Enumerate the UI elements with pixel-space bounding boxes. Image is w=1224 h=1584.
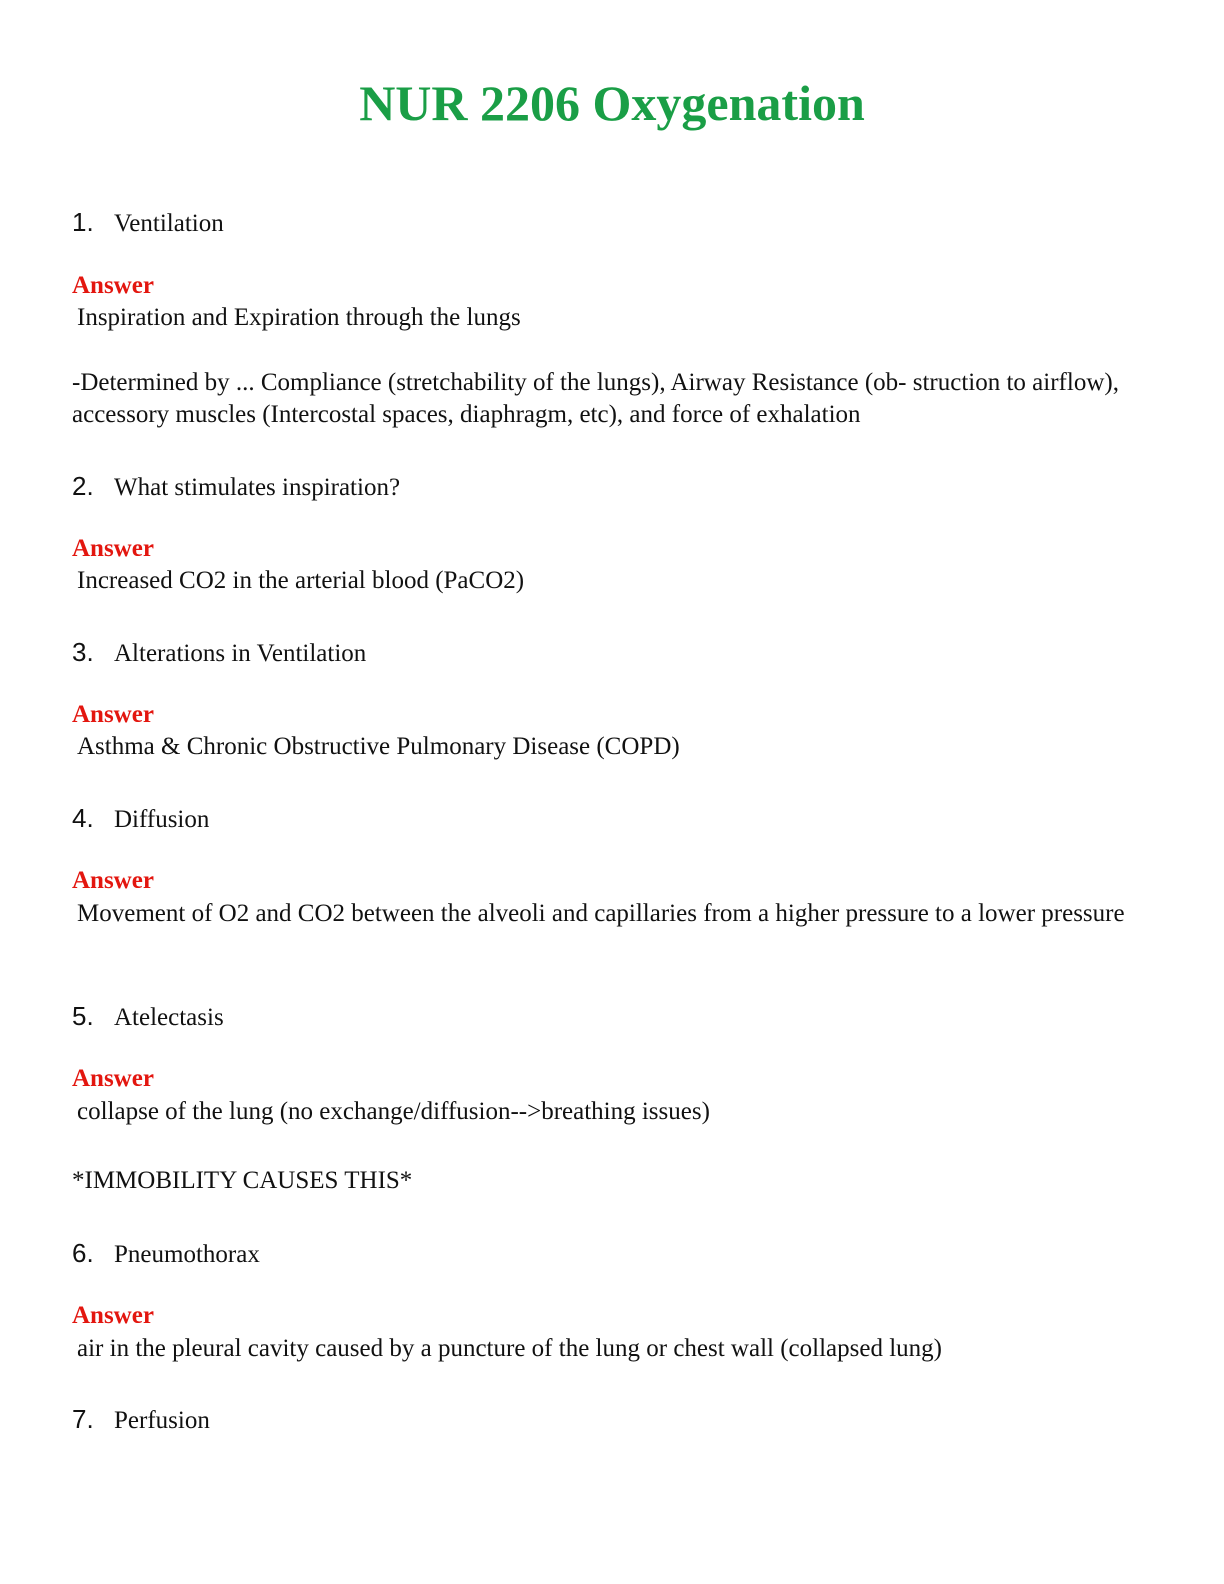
question-number: 4. — [72, 803, 94, 833]
question-number: 5. — [72, 1001, 94, 1031]
answer-text: Increased CO2 in the arterial blood (PaCO2) — [77, 567, 525, 594]
question-prompt: Ventilation — [114, 210, 224, 237]
question-prompt: Diffusion — [114, 806, 210, 833]
answer-label: Answer — [72, 867, 154, 894]
answer-label: Answer — [72, 1065, 154, 1092]
answer-text: air in the pleural cavity caused by a puncture of the lung or chest wall (collapsed lung) — [77, 1335, 942, 1362]
answer-text: Inspiration and Expiration through the lungs — [77, 304, 521, 331]
question-2 — [72, 470, 400, 504]
answer-label: Answer — [72, 272, 154, 299]
question-number: 6. — [72, 1238, 94, 1268]
question-number: 7. — [72, 1404, 94, 1434]
answer-text: Movement of O2 and CO2 between the alveoli and capillaries from a higher pressure to a lower pressure — [77, 900, 1125, 927]
question-3 — [72, 636, 366, 670]
question-number: 1. — [72, 207, 94, 237]
answer-label: Answer — [72, 701, 154, 728]
answer-text: -Determined by ... Compliance (stretchability of the lungs), Airway Resistance (ob- struction to airflow), accessory muscles (Intercostal spaces, diaphragm, etc), and force of exhalation — [72, 369, 1119, 428]
question-number: 3. — [72, 637, 94, 667]
document-title: NUR 2206 Oxygenation — [359, 75, 865, 131]
question-4 — [72, 802, 209, 836]
question-5 — [72, 1000, 224, 1034]
question-1 — [72, 206, 224, 240]
answer-note: *IMMOBILITY CAUSES THIS* — [72, 1167, 413, 1194]
question-number: 2. — [72, 471, 94, 501]
question-prompt: What stimulates inspiration? — [114, 474, 401, 501]
question-6 — [72, 1237, 260, 1271]
answer-label: Answer — [72, 1302, 154, 1329]
answer-label: Answer — [72, 535, 154, 562]
question-prompt: Perfusion — [114, 1407, 210, 1434]
answer-text: Asthma & Chronic Obstructive Pulmonary Disease (COPD) — [77, 733, 680, 760]
question-7 — [72, 1403, 210, 1437]
question-prompt: Pneumothorax — [114, 1241, 260, 1268]
question-prompt: Atelectasis — [114, 1004, 224, 1031]
answer-text: collapse of the lung (no exchange/diffusion-->breathing issues) — [77, 1098, 710, 1125]
question-prompt: Alterations in Ventilation — [114, 640, 367, 667]
